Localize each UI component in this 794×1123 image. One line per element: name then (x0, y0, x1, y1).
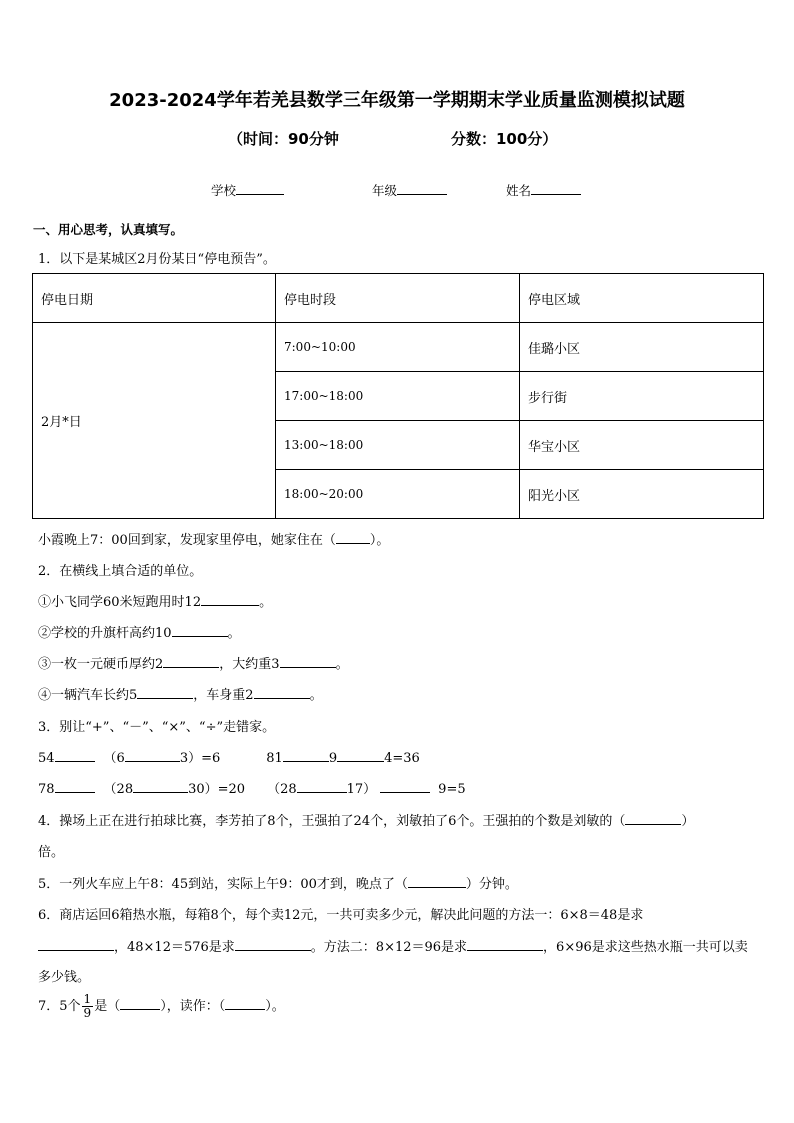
expr-text: 3）=6 (179, 751, 221, 766)
expr-text: 81 (266, 751, 283, 766)
grade-input-line[interactable] (397, 182, 447, 195)
time-label: （时间：90分钟 (228, 130, 339, 148)
q5-text (38, 873, 518, 892)
q6-text: ，48×12＝576是求 (114, 940, 235, 955)
fraction-numerator: 1 (83, 992, 92, 1006)
answer-blank[interactable] (163, 655, 219, 668)
q3-row-1 (38, 747, 420, 766)
operator-blank[interactable] (337, 749, 384, 762)
q2-item-3-text: ③一枚一元硬币厚约2 (38, 657, 164, 672)
grade-label: 年级 (372, 183, 398, 198)
grade-field (372, 181, 447, 199)
operator-blank[interactable] (380, 780, 430, 793)
header-date: 停电日期 (33, 274, 276, 323)
operator-blank[interactable] (55, 780, 95, 793)
q2-intro: 2．在横线上填合适的单位。 (38, 564, 203, 579)
answer-blank[interactable] (280, 655, 336, 668)
period: 。 (227, 626, 241, 641)
q5-end: ）分钟。 (465, 877, 518, 892)
q1-intro: 1．以下是某城区2月份某日“停电预告”。 (38, 252, 276, 267)
q1-question-text: 小霞晚上7：00回到家，发现家里停电，她家住在（ (38, 533, 336, 548)
operator-blank[interactable] (297, 780, 347, 793)
q4-cont: 倍。 (38, 845, 65, 860)
answer-blank[interactable] (235, 938, 311, 951)
answer-blank[interactable] (336, 531, 370, 544)
expr-text: 30）=20 (188, 782, 246, 797)
section-heading: 一、用心思考，认真填写。 (33, 222, 184, 237)
period: 。 (259, 595, 273, 610)
period: 。 (309, 688, 323, 703)
q3-intro: 3．别让“+”、“－”、“×”、“÷”走错家。 (38, 720, 276, 735)
school-label: 学校 (211, 183, 237, 198)
cell-area: 佳璐小区 (520, 323, 764, 372)
q4-close: ） (681, 814, 695, 829)
expr-text: （28 (103, 782, 134, 797)
cell-area: 阳光小区 (520, 470, 764, 519)
cell-time: 7:00~10:00 (276, 323, 520, 372)
q7-text (38, 993, 285, 1020)
answer-blank[interactable] (408, 875, 466, 888)
q1-question (38, 529, 389, 548)
q2-item-3 (38, 653, 349, 672)
q2-item-4-text: ④一辆汽车长约5 (38, 688, 138, 703)
operator-blank[interactable] (125, 749, 180, 762)
expr-text: （6 (103, 751, 125, 766)
expr-text: 4=36 (384, 751, 420, 766)
expr-text: 17） (346, 782, 377, 797)
answer-blank[interactable] (38, 938, 114, 951)
score-label: 分数：100分） (451, 130, 558, 148)
q2-item-1 (38, 591, 272, 610)
expr-text: 9 (328, 751, 338, 766)
name-input-line[interactable] (531, 182, 581, 195)
q6-text: ，6×96是求这些热水瓶一共可以卖 (543, 940, 748, 955)
q3-row-2 (38, 778, 466, 797)
school-input-line[interactable] (236, 182, 284, 195)
q1-question-end: ）。 (369, 533, 390, 548)
name-field (506, 181, 581, 199)
q4-text (38, 810, 694, 829)
answer-blank[interactable] (625, 812, 681, 825)
q7-text-c: ），读作：（ (160, 999, 226, 1014)
answer-blank[interactable] (172, 624, 228, 637)
expr-text: 54 (38, 751, 55, 766)
q7-text-b: 是（ (94, 999, 121, 1014)
table-header-row (33, 274, 764, 323)
q6-line-1: 6．商店运回6箱热水瓶，每箱8个，每个卖12元，一共可卖多少元，解决此问题的方法一：6×8＝48是求 (38, 908, 644, 923)
operator-blank[interactable] (133, 780, 188, 793)
operator-blank[interactable] (283, 749, 329, 762)
cell-area: 步行街 (520, 372, 764, 421)
cell-date: 2月*日 (33, 323, 276, 519)
outage-table (32, 273, 764, 519)
q2-item-1-text: ①小飞同学60米短跑用时12 (38, 595, 202, 610)
q5-question: 5．一列火车应上午8：45到站，实际上午9：00才到，晚点了（ (38, 877, 408, 892)
q7-question: 7．5个 (38, 999, 81, 1014)
page-title: 2023-2024学年若羌县数学三年级第一学期期末学业质量监测模拟试题 (109, 90, 685, 111)
expr-text: 9=5 (438, 782, 466, 797)
fraction-denominator: 9 (83, 1006, 92, 1020)
q2-item-2-text: ②学校的升旗杆高约10 (38, 626, 172, 641)
q2-item-3-text-b: ，大约重3 (219, 657, 280, 672)
answer-blank[interactable] (254, 686, 310, 699)
q2-item-4-text-b: ，车身重2 (193, 688, 254, 703)
table-row (33, 323, 764, 372)
cell-time: 17:00~18:00 (276, 372, 520, 421)
q4-question: 4．操场上正在进行拍球比赛，李芳拍了8个，王强拍了24个，刘敏拍了6个。王强拍的个数是刘敏的（ (38, 814, 626, 829)
expr-text: （28 (267, 782, 297, 797)
q2-item-4 (38, 684, 323, 703)
period: 。 (335, 657, 349, 672)
q6-line-2 (38, 936, 748, 955)
q6-line-3: 多少钱。 (38, 970, 91, 985)
fraction-one-ninth (82, 993, 94, 1020)
cell-time: 18:00~20:00 (276, 470, 520, 519)
name-label: 姓名 (506, 183, 532, 198)
answer-blank[interactable] (467, 938, 543, 951)
answer-blank[interactable] (120, 997, 160, 1010)
answer-blank[interactable] (201, 593, 259, 606)
answer-blank[interactable] (137, 686, 193, 699)
expr-text: 78 (38, 782, 55, 797)
q2-item-2 (38, 622, 241, 641)
cell-area: 华宝小区 (520, 421, 764, 470)
q6-text: 。方法二：8×12＝96是求 (310, 940, 468, 955)
header-area: 停电区域 (520, 274, 764, 323)
cell-time: 13:00~18:00 (276, 421, 520, 470)
answer-blank[interactable] (225, 997, 265, 1010)
header-time: 停电时段 (276, 274, 520, 323)
operator-blank[interactable] (55, 749, 95, 762)
q7-text-d: ）。 (265, 999, 285, 1014)
school-field (211, 181, 284, 199)
